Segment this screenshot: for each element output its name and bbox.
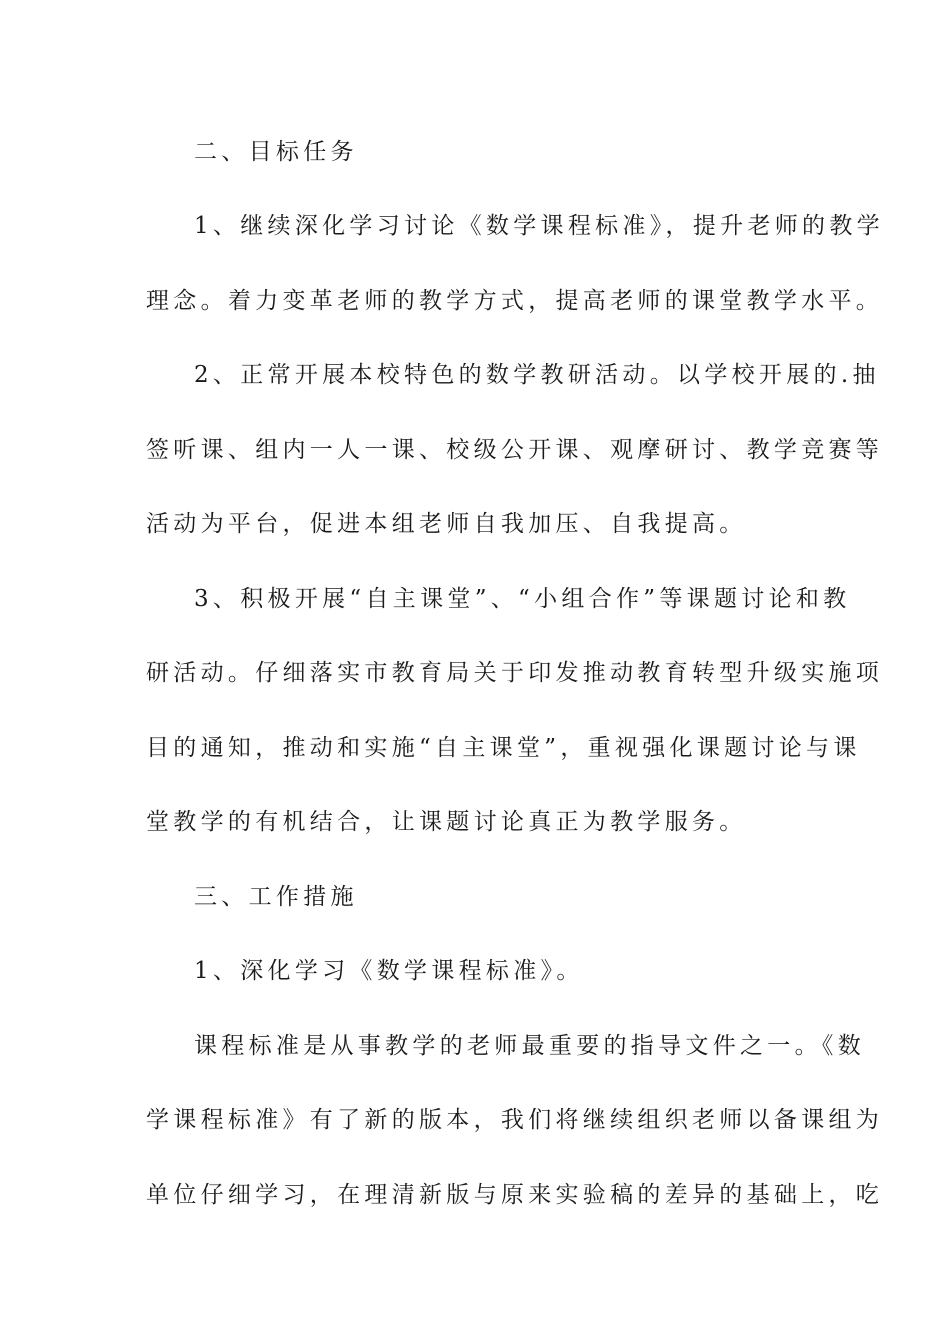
section-heading-measures: 三、工作措施 xyxy=(194,884,358,910)
paragraph-line: 活动为平台，促进本组老师自我加压、自我提高。 xyxy=(146,511,747,537)
paragraph-line: 目的通知，推动和实施“自主课堂”，重视强化课题讨论与课 xyxy=(146,735,861,761)
paragraph-line: 理念。着力变革老师的教学方式，提高老师的课堂教学水平。 xyxy=(146,288,884,314)
paragraph-line: 3、积极开展“自主课堂”、“小组合作”等课题讨论和教 xyxy=(194,586,851,612)
section-heading-goals: 二、目标任务 xyxy=(194,139,358,165)
paragraph-line: 堂教学的有机结合，让课题讨论真正为教学服务。 xyxy=(146,809,747,835)
paragraph-line: 研活动。仔细落实市教育局关于印发推动教育转型升级实施项 xyxy=(146,660,884,686)
paragraph-line: 单位仔细学习，在理清新版与原来实验稿的差异的基础上，吃 xyxy=(146,1182,884,1208)
paragraph-line: 签听课、组内一人一课、校级公开课、观摩研讨、教学竞赛等 xyxy=(146,437,884,463)
paragraph-line: 1、继续深化学习讨论《数学课程标准》，提升老师的教学 xyxy=(194,213,884,239)
paragraph-line: 2、正常开展本校特色的数学教研活动。以学校开展的.抽 xyxy=(194,362,880,388)
paragraph-line: 课程标准是从事教学的老师最重要的指导文件之一。《数 xyxy=(194,1033,865,1059)
paragraph-line: 学课程标准》有了新的版本，我们将继续组织老师以备课组为 xyxy=(146,1107,884,1133)
subsection-heading: 1、深化学习《数学课程标准》。 xyxy=(194,958,584,984)
